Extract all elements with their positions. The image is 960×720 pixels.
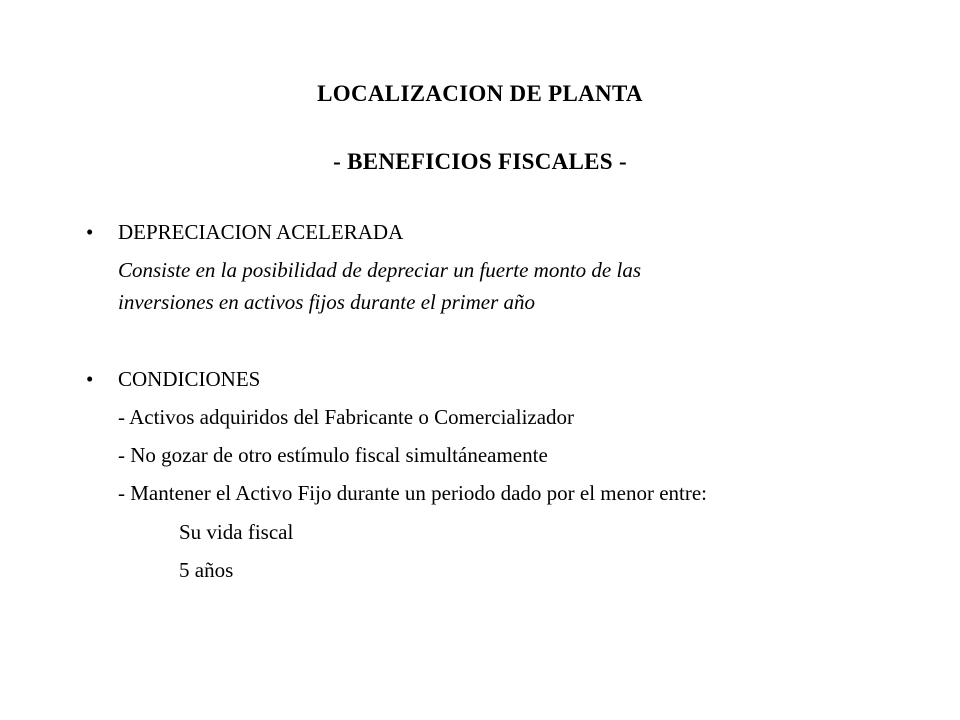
condition-line: - No gozar de otro estímulo fiscal simultáneamente	[118, 443, 548, 467]
description-line: inversiones en activos fijos durante el primer año	[118, 290, 536, 314]
condition-sub-item: 5 años	[179, 558, 234, 582]
condition-line: - Activos adquiridos del Fabricante o Comercializador	[118, 405, 575, 429]
condition-sub-item: Su vida fiscal	[179, 520, 294, 544]
slide-subtitle: - BENEFICIOS FISCALES -	[333, 149, 627, 174]
section-heading: DEPRECIACION ACELERADA	[118, 220, 404, 244]
slide-title: LOCALIZACION DE PLANTA	[317, 81, 643, 106]
description-line: Consiste en la posibilidad de depreciar un fuerte monto de las	[118, 258, 642, 282]
bullet-icon: •	[86, 220, 94, 244]
bullet-icon: •	[86, 367, 94, 391]
condition-line: - Mantener el Activo Fijo durante un periodo dado por el menor entre:	[118, 481, 707, 505]
section-heading: CONDICIONES	[118, 367, 261, 391]
